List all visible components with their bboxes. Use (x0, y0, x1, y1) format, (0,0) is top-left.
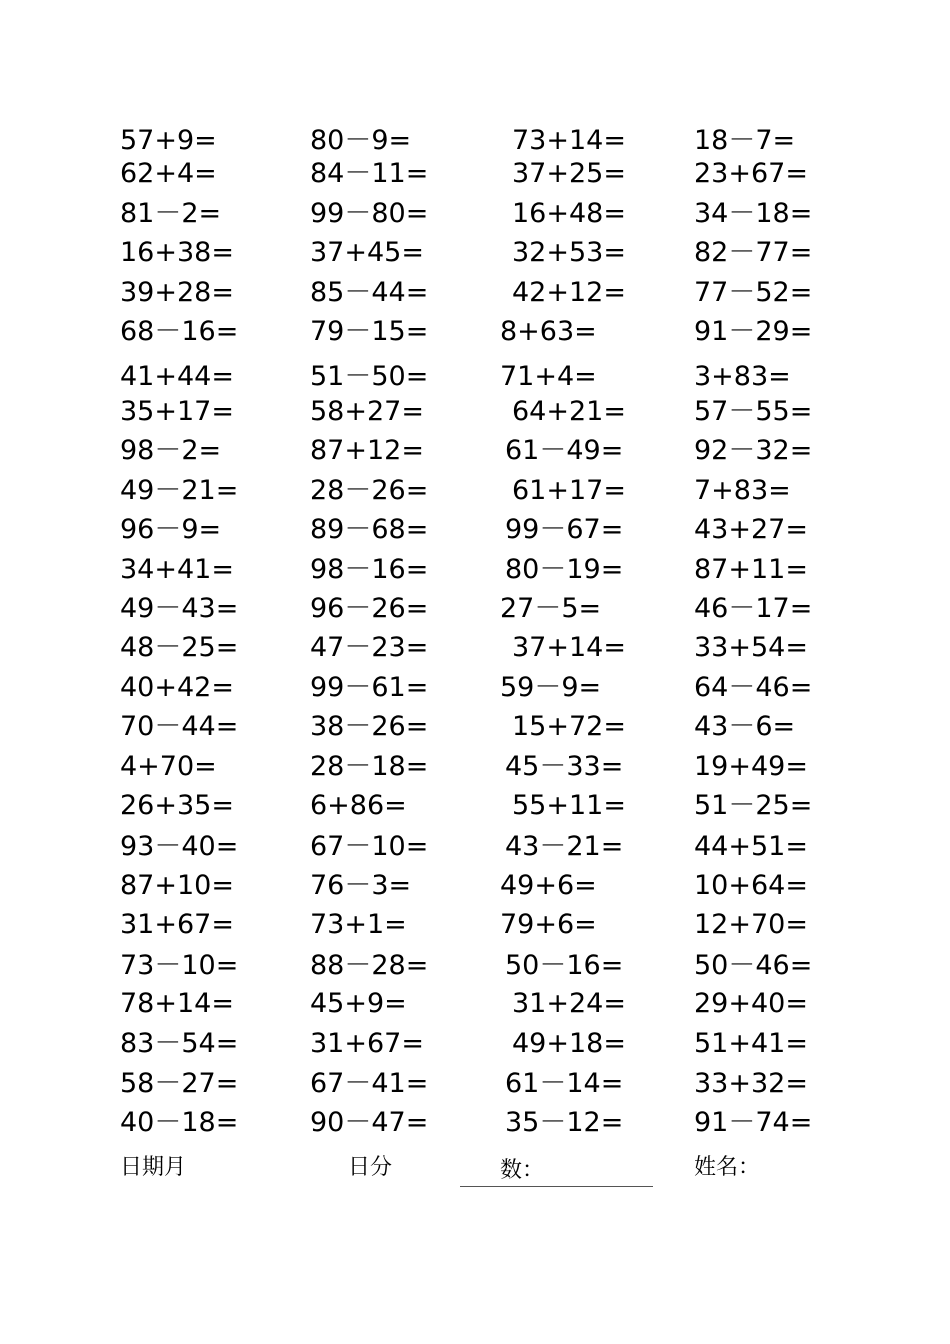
problem-c1-r7: 41+44= (120, 361, 234, 392)
problem-c2-r8: 58+27= (310, 396, 424, 427)
problem-c4-r4: 82－77= (694, 237, 813, 268)
problem-c4-r13: 46－17= (694, 593, 813, 624)
problem-c1-r9: 98－2= (120, 435, 222, 466)
number-label: 数： (500, 1158, 545, 1183)
problem-c2-r20: 76－3= (310, 870, 412, 901)
problem-c1-r13: 49－43= (120, 593, 239, 624)
problem-c3-r5: 42+12= (512, 277, 626, 308)
problem-c2-r4: 37+45= (310, 237, 424, 268)
date-label: 日期月 (120, 1155, 187, 1180)
problem-c3-r1: 73+14= (512, 125, 626, 156)
problem-c1-r3: 81－2= (120, 198, 222, 229)
problem-c4-r7: 3+83= (694, 361, 791, 392)
problem-c4-r24: 51+41= (694, 1028, 808, 1059)
problem-c3-r11: 99－67= (505, 514, 624, 545)
problem-c2-r19: 67－10= (310, 831, 429, 862)
problem-c1-r17: 4+70= (120, 751, 217, 782)
problem-c3-r15: 59－9= (500, 672, 602, 703)
problem-c2-r11: 89－68= (310, 514, 429, 545)
problem-c4-r15: 64－46= (694, 672, 813, 703)
problem-c3-r19: 43－21= (505, 831, 624, 862)
problem-c3-r17: 45－33= (505, 751, 624, 782)
problem-c1-r23: 78+14= (120, 988, 234, 1019)
problem-c2-r13: 96－26= (310, 593, 429, 624)
problem-c1-r25: 58－27= (120, 1068, 239, 1099)
problem-c4-r10: 7+83= (694, 475, 791, 506)
problem-c2-r9: 87+12= (310, 435, 424, 466)
problem-c2-r25: 67－41= (310, 1068, 429, 1099)
problem-c2-r1: 80－9= (310, 125, 412, 156)
problem-c4-r25: 33+32= (694, 1068, 808, 1099)
problem-c1-r2: 62+4= (120, 158, 217, 189)
problem-c3-r2: 37+25= (512, 158, 626, 189)
problem-c2-r2: 84－11= (310, 158, 429, 189)
problem-c1-r1: 57+9= (120, 125, 217, 156)
problem-c3-r22: 50－16= (505, 950, 624, 981)
problem-c4-r5: 77－52= (694, 277, 813, 308)
problem-c3-r4: 32+53= (512, 237, 626, 268)
problem-c4-r3: 34－18= (694, 198, 813, 229)
problem-c1-r10: 49－21= (120, 475, 239, 506)
problem-c4-r22: 50－46= (694, 950, 813, 981)
problem-c1-r26: 40－18= (120, 1107, 239, 1138)
problem-c2-r26: 90－47= (310, 1107, 429, 1138)
problem-c2-r6: 79－15= (310, 316, 429, 347)
problem-c3-r9: 61－49= (505, 435, 624, 466)
problem-c3-r26: 35－12= (505, 1107, 624, 1138)
problem-c1-r15: 40+42= (120, 672, 234, 703)
problem-c2-r24: 31+67= (310, 1028, 424, 1059)
problem-c2-r17: 28－18= (310, 751, 429, 782)
problem-c3-r7: 71+4= (500, 361, 597, 392)
problem-c1-r12: 34+41= (120, 554, 234, 585)
problem-c4-r21: 12+70= (694, 909, 808, 940)
problem-c3-r16: 15+72= (512, 711, 626, 742)
problem-c3-r8: 64+21= (512, 396, 626, 427)
problem-c1-r4: 16+38= (120, 237, 234, 268)
problem-c2-r14: 47－23= (310, 632, 429, 663)
problem-c2-r5: 85－44= (310, 277, 429, 308)
problem-c1-r22: 73－10= (120, 950, 239, 981)
problem-c3-r3: 16+48= (512, 198, 626, 229)
problem-c4-r9: 92－32= (694, 435, 813, 466)
number-underline (460, 1186, 653, 1187)
problem-c1-r14: 48－25= (120, 632, 239, 663)
problem-c3-r20: 49+6= (500, 870, 597, 901)
problem-c4-r8: 57－55= (694, 396, 813, 427)
problem-c2-r23: 45+9= (310, 988, 407, 1019)
problem-c2-r16: 38－26= (310, 711, 429, 742)
problem-c2-r15: 99－61= (310, 672, 429, 703)
problem-c4-r2: 23+67= (694, 158, 808, 189)
problem-c4-r11: 43+27= (694, 514, 808, 545)
problem-c2-r21: 73+1= (310, 909, 407, 940)
problem-c2-r3: 99－80= (310, 198, 429, 229)
problem-c2-r12: 98－16= (310, 554, 429, 585)
name-label: 姓名： (694, 1155, 761, 1180)
day-score-label: 日分 (348, 1155, 393, 1180)
problem-c4-r19: 44+51= (694, 831, 808, 862)
problem-c3-r24: 49+18= (512, 1028, 626, 1059)
problem-c2-r10: 28－26= (310, 475, 429, 506)
problem-c1-r18: 26+35= (120, 790, 234, 821)
problem-c3-r21: 79+6= (500, 909, 597, 940)
problem-c3-r13: 27－5= (500, 593, 602, 624)
problem-c1-r21: 31+67= (120, 909, 234, 940)
problem-c3-r25: 61－14= (505, 1068, 624, 1099)
problem-c4-r23: 29+40= (694, 988, 808, 1019)
problem-c3-r6: 8+63= (500, 316, 597, 347)
problem-c1-r20: 87+10= (120, 870, 234, 901)
problem-c1-r5: 39+28= (120, 277, 234, 308)
problem-c4-r16: 43－6= (694, 711, 796, 742)
problem-c4-r12: 87+11= (694, 554, 808, 585)
problem-c1-r16: 70－44= (120, 711, 239, 742)
problem-c4-r6: 91－29= (694, 316, 813, 347)
problem-c3-r12: 80－19= (505, 554, 624, 585)
problem-c3-r18: 55+11= (512, 790, 626, 821)
problem-c1-r6: 68－16= (120, 316, 239, 347)
problem-c3-r23: 31+24= (512, 988, 626, 1019)
problem-c1-r24: 83－54= (120, 1028, 239, 1059)
problem-c1-r11: 96－9= (120, 514, 222, 545)
problem-c2-r18: 6+86= (310, 790, 407, 821)
problem-c1-r19: 93－40= (120, 831, 239, 862)
problem-c4-r17: 19+49= (694, 751, 808, 782)
problem-c4-r1: 18－7= (694, 125, 796, 156)
problem-c2-r7: 51－50= (310, 361, 429, 392)
problem-c2-r22: 88－28= (310, 950, 429, 981)
problem-c3-r14: 37+14= (512, 632, 626, 663)
problem-c4-r18: 51－25= (694, 790, 813, 821)
problem-c4-r14: 33+54= (694, 632, 808, 663)
problem-c4-r20: 10+64= (694, 870, 808, 901)
problem-c1-r8: 35+17= (120, 396, 234, 427)
problem-c4-r26: 91－74= (694, 1107, 813, 1138)
problem-c3-r10: 61+17= (512, 475, 626, 506)
